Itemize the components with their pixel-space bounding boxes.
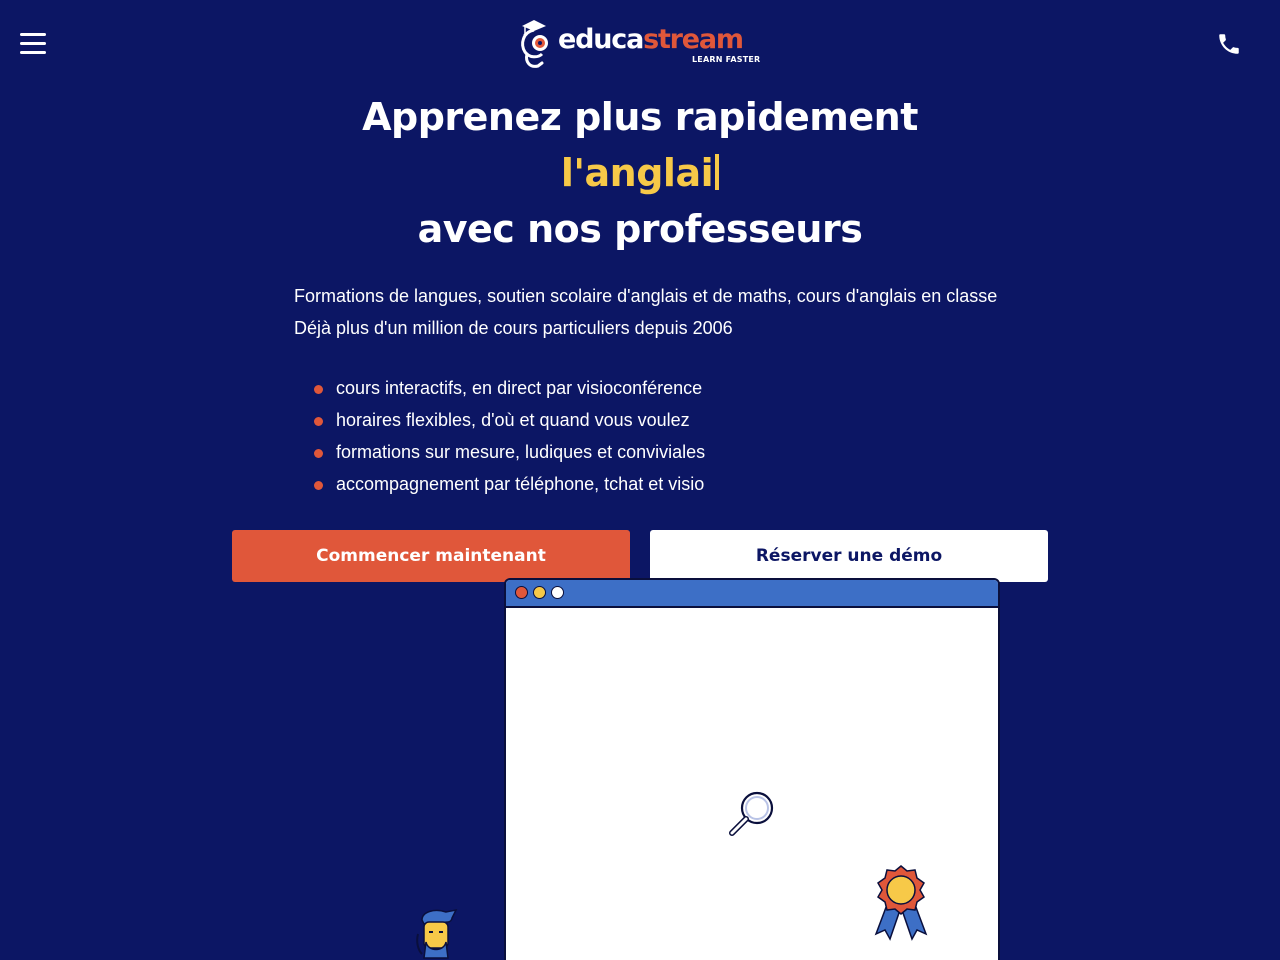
menu-line [20, 51, 46, 54]
book-demo-button[interactable]: Réserver une démo [650, 530, 1048, 582]
phone-icon[interactable] [1216, 31, 1242, 57]
typing-cursor [715, 154, 719, 190]
intro-line: Déjà plus d'un million de cours particuliers depuis 2006 [294, 318, 733, 338]
logo-tagline: LEARN FASTER [692, 55, 761, 64]
hero-title-line3: avec nos professeurs [417, 207, 863, 251]
menu-line [20, 42, 46, 45]
feature-item: accompagnement par téléphone, tchat et visio [314, 468, 705, 500]
hero-title-line2 [0, 145, 1280, 201]
menu-line [20, 33, 46, 36]
educastream-logo[interactable] [518, 18, 768, 70]
logo-mascot-icon [518, 18, 562, 70]
window-dot-yellow [533, 586, 546, 599]
feature-item: formations sur mesure, ludiques et conviviales [314, 436, 705, 468]
magnifier-icon [725, 788, 777, 840]
browser-title-bar [506, 580, 998, 608]
typed-word: l'anglai [560, 151, 714, 195]
hero-title-line1: Apprenez plus rapidement [362, 95, 918, 139]
teacher-character-icon [412, 906, 462, 960]
window-dot-white [551, 586, 564, 599]
feature-item: horaires flexibles, d'où et quand vous voulez [314, 404, 705, 436]
feature-list [314, 372, 705, 500]
logo-word-educa: educa [558, 24, 644, 55]
window-dot-red [515, 586, 528, 599]
logo-wordmark [558, 22, 743, 58]
intro-line: Formations de langues, soutien scolaire d'anglais et de maths, cours d'anglais en classe [294, 286, 998, 306]
hamburger-menu-icon[interactable] [20, 33, 46, 55]
logo-word-stream: stream [643, 24, 743, 55]
start-now-button[interactable]: Commencer maintenant [232, 530, 630, 582]
feature-item: cours interactifs, en direct par visioconférence [314, 372, 705, 404]
award-ribbon-icon [870, 864, 932, 942]
hero-intro [294, 280, 997, 344]
